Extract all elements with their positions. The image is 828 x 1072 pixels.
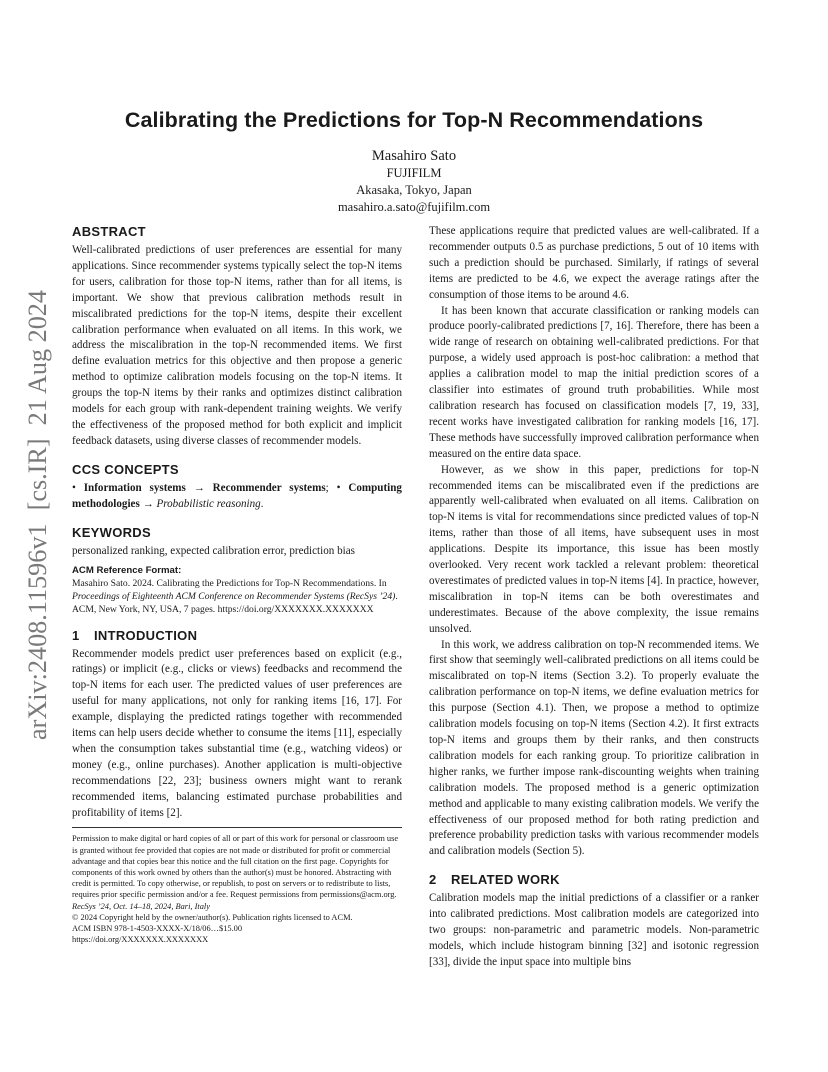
introduction-paragraph-4: However, as we show in this paper, predictions for top-N recommended items can be miscalibrated even if the predictions are apparently well-calibrated when evaluated on all items. Calibration on top-N items is vital for recommendations since predicted values of top-N items, rather than those of all items, have subsequent uses in most applications. Despite its importance, this issue has been mostly overlooked. Very recent work tackled a relevant problem: theoretical overestimates of predicted values in top-N items [4]. In practice, however, miscalibration in top-N items can be both overestimates and underestimates. Because of the above complexity, the issue remains unsolved.	[429, 463, 759, 635]
footnote-copyright: © 2024 Copyright held by the owner/author(s). Publication rights licensed to ACM.	[72, 912, 353, 922]
acm-reference-text: Masahiro Sato. 2024. Calibrating the Predictions for Top-N Recommendations. In Proceedings of Eighteenth ACM Conference on Recommender Systems (RecSys ’24). ACM, New York, NY, USA, 7 pages. https://doi.org/XXXXXXX.XXXXXXX	[72, 577, 398, 615]
author-location: Akasaka, Tokyo, Japan	[356, 183, 472, 197]
author-affiliation: FUJIFILM	[386, 166, 442, 180]
related-work-paragraph-1: Calibration models map the initial predictions of a classifier or a ranker into calibrated predictions. Most calibration models are categorized into two groups: non-parametric and parametric models. Non-parametric models, which include histogram binning [32] and isotonic regression [33], divide the input space into multiple bins	[429, 892, 759, 968]
introduction-paragraph-1: Recommender models predict user preferences based on explicit (e.g., ratings) or implicit (e.g., clicks or views) feedbacks and recommend the top-N items for each user. The predicted values of user preferences are useful for many applications, not only for ranking items [16, 17]. For example, displaying the predicted ratings together with recommended items can help users decide whether to consume the items [11], especially when the consumption takes substantial time (e.g., watching videos) or money (e.g., online purchases). Another application is multi-objective recommendations [22, 23]; business owners might want to rerank recommended items, balancing estimated purchase probabilities and profitability of items [2].	[72, 647, 402, 819]
abstract-text: Well-calibrated predictions of user preferences are essential for many applications. Since recommender systems typically select the top-N items for users, calibration for those top-N items, rather than for all items, is important. We show that previous calibration methods result in miscalibrated predictions for the top-N items, despite their excellent calibration performance when evaluated on all items. In this work, we address the miscalibration in the top-N recommended items. We first define evaluation metrics for this objective and then propose a generic method to optimize calibration models focusing on the top-N items. It groups the top-N items by their ranks and optimizes distinct calibration models for each group with rank-dependent training weights. We verify the effectiveness of the proposed method for both explicit and implicit feedback datasets, using diverse classes of recommender models.	[72, 244, 402, 447]
footnote-venue: RecSys ’24, Oct. 14–18, 2024, Bari, Italy	[72, 901, 210, 911]
paper-title: Calibrating the Predictions for Top-N Recommendations	[124, 108, 704, 132]
keywords-heading: KEYWORDS	[72, 524, 151, 540]
footnote	[72, 833, 402, 945]
footnote-divider	[72, 827, 402, 828]
abstract-heading: ABSTRACT	[72, 224, 146, 239]
arxiv-identifier-text: arXiv:2408.11596v1 [cs.IR] 21 Aug 2024	[23, 293, 52, 740]
author-email: masahiro.a.sato@fujifilm.com	[337, 200, 491, 214]
introduction-heading: 1 INTRODUCTION	[72, 627, 198, 643]
arxiv-identifier-stamp	[16, 290, 56, 740]
author-name: Masahiro Sato	[371, 148, 457, 164]
left-column	[72, 224, 402, 946]
introduction-paragraph-5: In this work, we address calibration on top-N recommended items. We first show that seemingly well-calibrated predictions on all items could be miscalibrated on top-N items (Section 3.2). To properly evaluate the calibration performance on top-N items, we define evaluation metrics for this purpose (Section 4.1). Then, we propose a method to optimize calibration models focusing on top-N items (Section 4.2). It first extracts top-N items and groups them by their ranks, and then constructs calibration models for each ranking group. To prioritize calibration in higher ranks, we further impose rank-discounting weights when training calibration models. The proposed method is a generic optimization method and applicable to many existing calibration models. We verify the effectiveness of our proposed method for both rating prediction and preference probability prediction tasks with various recommender models and calibration models (Section 5).	[429, 638, 759, 858]
footnote-doi: https://doi.org/XXXXXXX.XXXXXXX	[72, 935, 209, 945]
ccs-concepts: • Information systems → Recommender systems; • Computing methodologies → Probabilistic reasoning.	[72, 481, 402, 510]
footnote-isbn: ACM ISBN 978-1-4503-XXXX-X/18/06…$15.00	[72, 924, 243, 934]
related-work-heading: 2 RELATED WORK	[429, 872, 560, 888]
acm-reference-heading: ACM Reference Format:	[72, 564, 182, 576]
keywords-text: personalized ranking, expected calibration error, prediction bias	[72, 544, 355, 557]
introduction-paragraph-3: It has been known that accurate classification or ranking models can produce poorly-calibrated predictions [7, 16]. Therefore, there has been a wide range of research on obtaining well-calibrated predictions. For that purpose, a widely used approach is post-hoc calibration: a method that applies a calibration model to map the initial prediction scores of a classifier into estimates of ground truth probabilities. While most calibration research has focused on classification models [7, 19, 33], recent works have investigated calibration for ranking models [16, 17]. These methods have successfully improved calibration performance when measured on the entire data space.	[429, 304, 759, 460]
ccs-heading: CCS CONCEPTS	[72, 461, 179, 477]
introduction-paragraph-2: These applications require that predicted values are well-calibrated. If a recommender outputs 0.5 as purchase predictions, 5 out of 10 items with such a prediction should be purchased. Similarly, if ratings of several items are predicted to be 4.6, we expect the average ratings after the consumption of those items to be around 4.6.	[429, 225, 759, 301]
footnote-permission: Permission to make digital or hard copies of all or part of this work for personal or classroom use is granted without fee provided that copies are not made or distributed for profit or commercial advantage and that copies bear this notice and the full citation on the first page. Copyrights for components of this work owned by others than the author(s) must be honored. Abstracting with credit is permitted. To copy otherwise, or republish, to post on servers or to redistribute to lists, requires prior specific permission and/or a fee. Request permissions from permissions@acm.org.	[72, 834, 399, 900]
right-column	[429, 224, 759, 971]
paper-header	[72, 108, 756, 216]
